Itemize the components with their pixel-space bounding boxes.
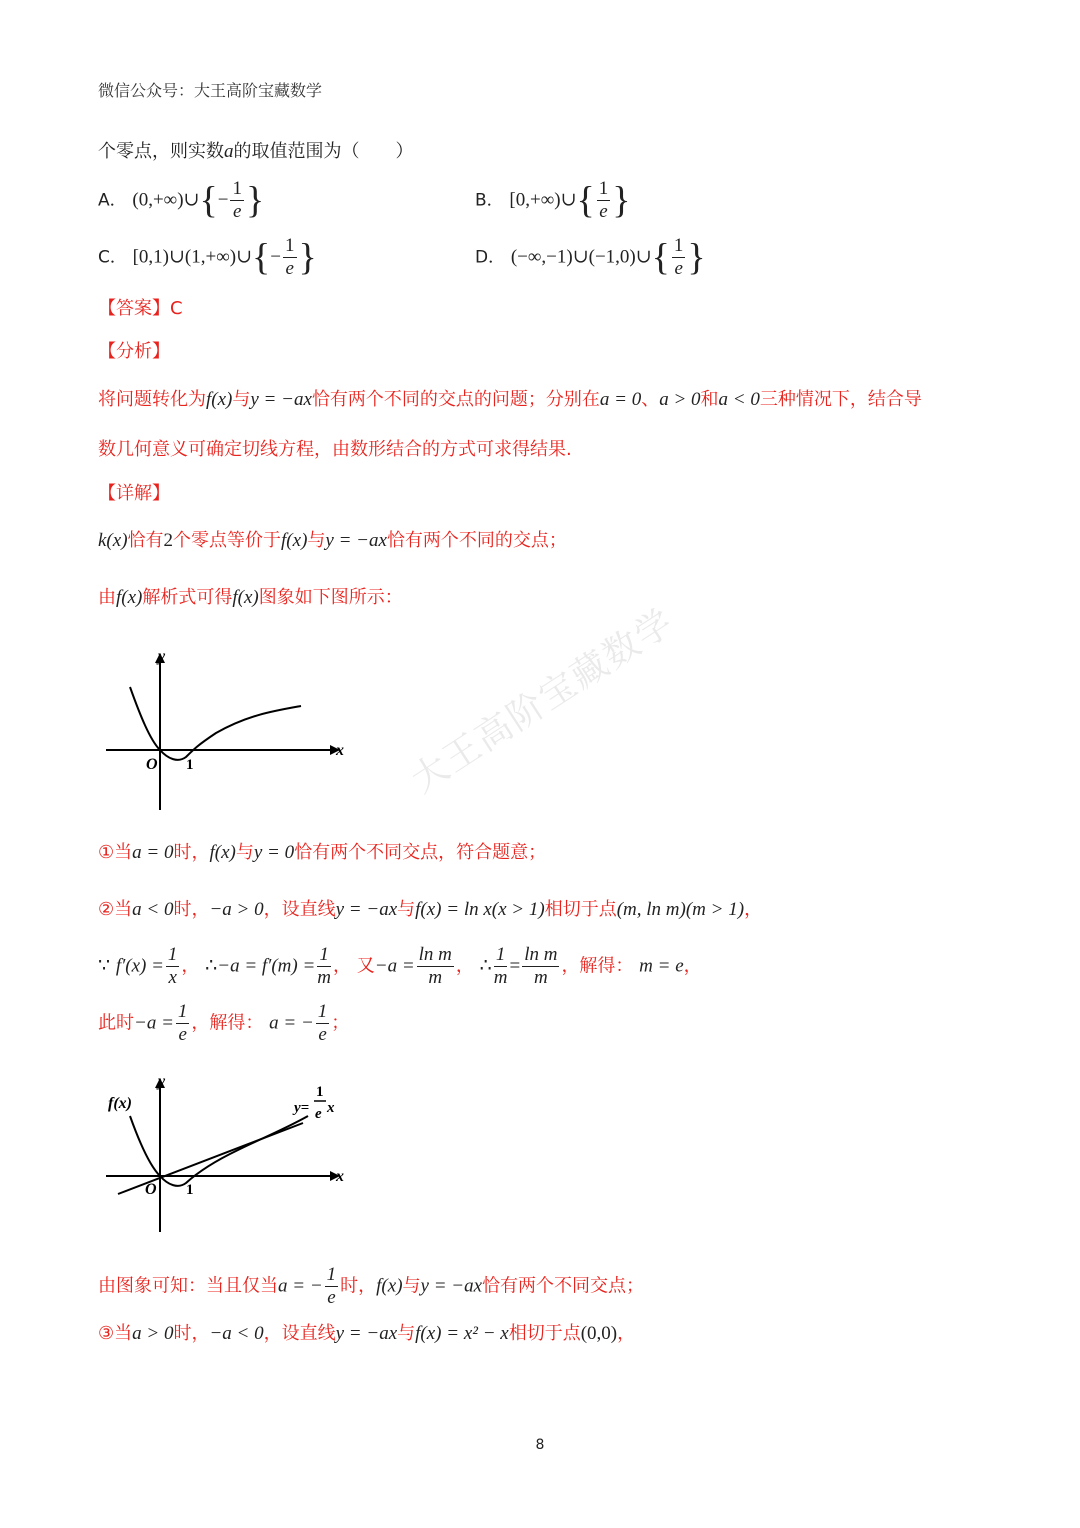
option-a [98,178,264,223]
one-label: 1 [186,1182,194,1198]
text: 解析式可得 [142,587,233,608]
math-cond: a > 0 [659,389,701,410]
math-cond: a < 0 [132,899,174,920]
question-tail: 的取值范围为（ ） [233,141,414,162]
math-cond: a = 0 [132,842,174,863]
math-eq: a = − [269,1012,314,1034]
text: 与 [397,899,416,920]
text: 时， [173,1323,210,1344]
frac-num: 1 [232,178,242,199]
math-line: y = −ax [420,1275,483,1297]
frac-num: 1 [177,1001,188,1022]
text: 图象如下图所示： [258,587,403,608]
frac-den: e [318,1024,327,1045]
answer-value: C [170,298,183,319]
one-label: 1 [186,757,194,773]
text: ②当 [98,899,133,920]
frac-num: 1 [598,178,609,199]
therefore-symbol: ∴ [205,955,218,977]
frac-den: e [178,1024,187,1045]
option-c-label: C． [98,247,127,268]
watermark: 大王高阶宝藏数学 [404,601,682,802]
frac-num: 1 [326,1264,337,1285]
frac [316,1001,330,1046]
math-fx: f(x) [232,587,259,608]
option-b-expr: [0,+∞)∪ [509,189,577,211]
question-lead: 个零点，则实数 [98,141,224,162]
detail-line-2 [98,585,403,611]
analysis-line-1 [98,387,922,413]
origin-label: O [145,1181,157,1198]
option-c-expr: [0,1)∪(1,+∞)∪ [132,246,253,268]
option-b [475,178,631,223]
math-cond: −a < 0 [209,1323,264,1344]
math-cond: a = 0 [599,389,642,410]
math-eq: −a = [374,955,415,977]
detail-label: 【详解】 [98,483,170,504]
option-a-sign: − [217,189,229,211]
text: 与 [402,1275,421,1297]
text: 由 [98,587,116,608]
text: 恰有两个不同的交点的问题；分别在 [311,389,600,410]
frac-den: m [493,967,508,988]
frac [166,944,180,989]
option-d [475,235,706,280]
math-derivative: f′(x) = [115,955,164,977]
option-d-frac [672,235,686,280]
question-line [98,139,414,165]
analysis-line-2: 数几何意义可确定切线方程，由数形结合的方式可求得结果. [98,439,572,460]
text: 又 [356,955,375,977]
text: 将问题转化为 [98,389,206,410]
text: 个零点等价于 [173,530,282,551]
option-a-label: A． [98,190,127,211]
frac-num: 1 [317,1001,328,1022]
because-symbol: ∵ [98,955,111,977]
text: 由图象可知：当且仅当 [98,1275,278,1297]
line-label-num: 1 [316,1084,324,1100]
option-c [98,235,317,280]
math-line: y = −ax [335,1323,398,1344]
frac-den: e [674,258,683,279]
text: 时， [173,899,210,920]
frac-den: e [232,201,242,222]
text: 恰有两个不同交点，符合题意； [294,842,547,863]
brace-open: { [651,236,670,279]
frac-num: ln m [418,944,452,965]
math-line: y = −ax [335,899,398,920]
answer-label: 【答案】 [98,298,170,319]
text: ， [455,955,474,977]
brace-open: { [252,236,271,279]
line-label-lhs: y= [294,1100,310,1116]
math-line: y = −ax [250,389,312,410]
frac [417,944,454,989]
text: ，设直线 [263,1323,336,1344]
frac-num: ln m [524,944,558,965]
detail-line-1 [98,528,567,554]
text: ，解得： [191,1012,264,1034]
option-d-label: D． [475,247,506,268]
option-b-frac [597,178,611,223]
math-domain: (x > 1) [491,899,545,920]
option-a-expr: (0,+∞)∪ [132,189,200,211]
option-c-frac [283,235,297,280]
text: 与 [235,842,254,863]
text: ，设直线 [263,899,336,920]
text: ①当 [98,842,133,863]
origin-label: O [146,756,158,773]
text: 时， [340,1275,377,1297]
text: 相切于点 [544,899,617,920]
line-label-den: e [315,1106,322,1122]
frac-den: e [285,258,294,279]
text: 恰有 [127,530,164,551]
option-c-sign: − [270,246,281,268]
math-point: (0,0) [580,1323,618,1344]
text: 三种情况下，结合导 [759,389,922,410]
text: 与 [307,530,326,551]
derivative-line [98,944,702,989]
math-kx: k(x) [98,530,128,551]
math-fx: f(x) = ln x [415,899,492,920]
option-a-frac [230,178,244,223]
text: 恰有两个不同交点； [482,1275,645,1297]
brace-close: } [298,236,317,279]
option-b-label: B． [475,190,504,211]
math-num: 2 [163,530,174,551]
y-label: y [158,648,166,665]
text: 时， [173,842,210,863]
frac [494,944,508,989]
conclusion-line [98,1264,644,1309]
text: ， [744,899,763,920]
math-line: y = −ax [325,530,387,551]
frac [176,1001,190,1046]
math-cond: a > 0 [132,1323,174,1344]
frac [325,1264,339,1309]
text: ， [683,955,702,977]
brace-open: { [576,179,595,222]
page-header: 微信公众号：大王高阶宝藏数学 [98,81,323,100]
frac-den: m [533,967,548,988]
frac [522,944,559,989]
math-point: (m, ln m) [616,899,686,920]
analysis-label: 【分析】 [98,341,170,362]
frac-num: 1 [317,944,331,967]
math-eq: −a = f′(m) = [217,955,316,977]
y-label: y [158,1073,166,1090]
text: 与 [232,389,251,410]
brace-close: } [612,179,631,222]
math-eq: a = − [278,1275,323,1297]
text: ，解得： [561,955,634,977]
text: 相切于点 [508,1323,581,1344]
text: ， [181,955,200,977]
frac-num: 1 [494,944,508,967]
graph-2 [98,1072,358,1242]
x-label: x [336,742,344,759]
question-var: a [224,141,234,162]
frac-den: x [168,967,177,988]
text: ； [331,1012,350,1034]
frac-num: 1 [673,235,684,256]
text: 此时 [98,1012,134,1034]
math-fx: f(x) [116,587,143,608]
math-cond: −a > 0 [209,899,264,920]
math-eq: = [509,955,521,977]
math-domain: (m > 1) [685,899,745,920]
math-fx: f(x) = x² − x [415,1323,509,1344]
graph-1 [98,645,358,815]
fx-label: f(x) [108,1095,132,1112]
text: 和 [700,389,719,410]
brace-close: } [245,179,265,222]
text: ， [617,1323,636,1344]
frac-num: 1 [285,235,295,256]
text: ③当 [98,1323,133,1344]
frac-den: e [599,201,608,222]
x-label: x [336,1168,344,1185]
text: 恰有两个不同的交点； [386,530,567,551]
solution-line [98,1001,349,1046]
answer-line [98,296,183,322]
math-fx: f(x) [376,1275,403,1297]
brace-open: { [199,179,218,222]
frac [317,944,331,989]
curve-fx [130,687,301,760]
math-fx: f(x) [281,530,308,551]
frac-num: 1 [167,944,178,965]
line-label-x: x [327,1100,335,1116]
math-cond: a < 0 [718,389,760,410]
case-1-line [98,840,546,866]
math-result: m = e [639,955,684,977]
therefore-symbol: ∴ [479,955,492,977]
option-d-expr: (−∞,−1)∪(−1,0)∪ [510,246,652,268]
text: 、 [641,389,660,410]
frac-den: e [327,1287,336,1308]
math-fx: f(x) [209,842,236,863]
case-3-line [98,1321,635,1347]
math-eq: −a = [134,1012,174,1034]
brace-close: } [687,236,706,279]
frac-den: m [428,967,443,988]
text: ， [333,955,352,977]
page-number: 8 [535,1437,545,1453]
math-line: y = 0 [253,842,295,863]
math-fx: f(x) [206,389,233,410]
case-2-line [98,897,762,923]
frac-den: m [317,967,332,988]
text: 与 [397,1323,416,1344]
